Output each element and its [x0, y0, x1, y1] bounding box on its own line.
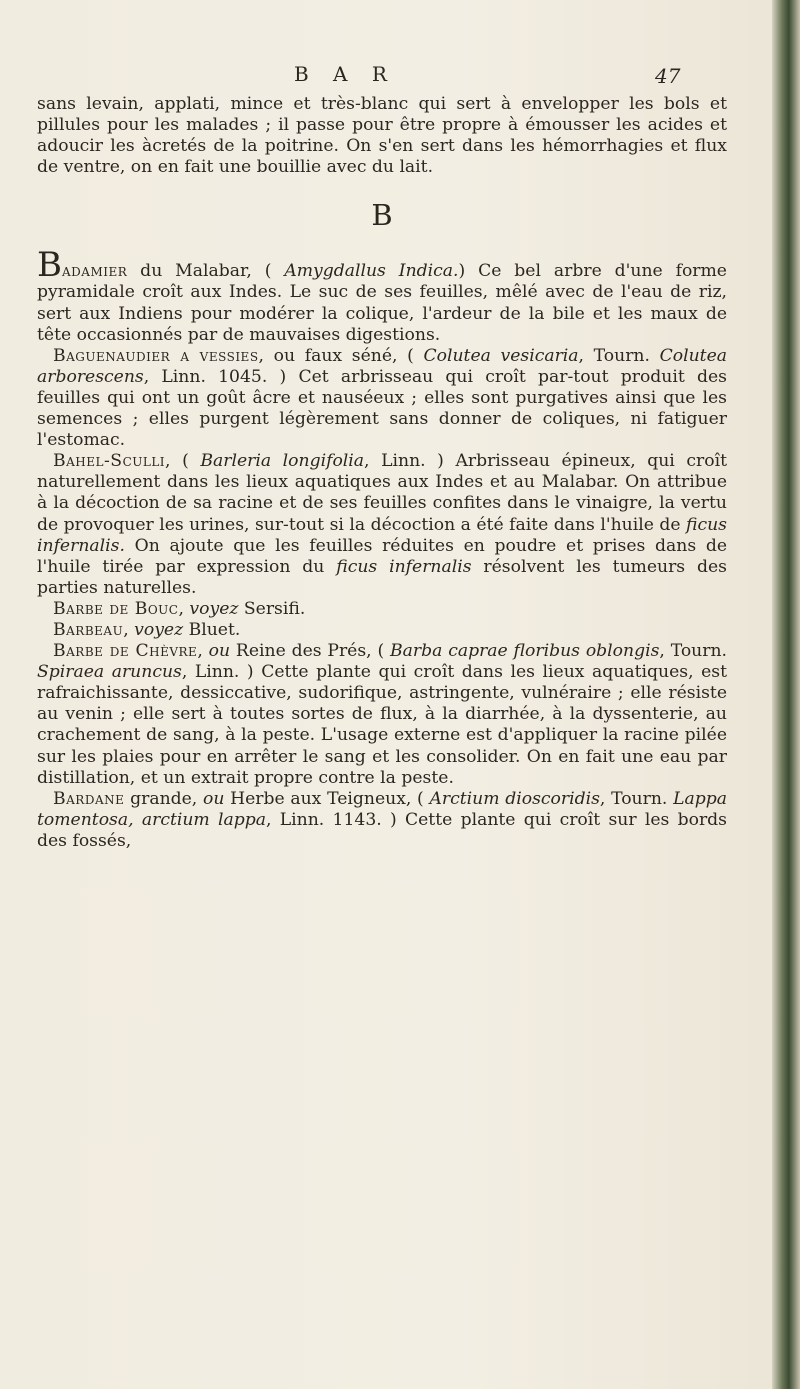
entry-barbe-de-bouc: Barbe de Bouc, voyez Sersifi.: [53, 598, 306, 619]
section-letter: B: [371, 198, 393, 233]
entry-badamier: Badamier du Malabar, ( Amygdallus Indica.) Ce bel arbre d'une forme pyramidale croît aux Indes. Le suc de ses feuilles, mêlé avec de l'eau de riz, sert aux Indiens pour modérer la colique, l'ardeur de la bile et les maux de tête occasionnés par de mauvaises digestions.: [37, 245, 727, 345]
page-body: [37, 94, 727, 852]
entry-head: adamier: [62, 261, 128, 282]
entry-barbeau: Barbeau, voyez Bluet.: [53, 619, 241, 640]
entry-head: Barbeau: [53, 619, 124, 640]
intro-paragraph: sans levain, applati, mince et très-blanc qui sert à envelopper les bols et pillules pour les malades ; il passe pour être propre à émousser les acides et adoucir les àcretés de la poitrine. On s'en sert dans les hémorrhagies et flux de ventre, on en fait une bouillie avec du lait.: [37, 94, 727, 178]
entry-head-cap: B: [37, 245, 62, 286]
book-gutter: [772, 0, 800, 1389]
entry-head: Bardane: [53, 788, 125, 809]
entry-head: Baguenaudier a vessies: [53, 345, 259, 366]
entry-baguenaudier: Baguenaudier a vessies, ou faux séné, ( Colutea vesicaria, Tourn. Colutea arborescens, Linn. 1045. ) Cet arbrisseau qui croît par-tout produit des feuilles qui ont un goût âcre et nauséeux ; elles sont purgatives ainsi que les semences ; elles purgent légèrement sans donner de coliques, ni fatiguer l'estomac.: [37, 345, 727, 451]
running-head: B A R: [294, 62, 396, 86]
entry-bahel-sculli: Bahel-Sculli, ( Barleria longifolia, Linn. ) Arbrisseau épineux, qui croît naturellement dans les lieux aquatiques aux Indes et au Malabar. On attribue à la décoction de sa racine et de ses feuilles confites dans le vinaigre, la vertu de provoquer les urines, sur-tout si la décoction a été faite dans l'huile de ficus infernalis. On ajoute que les feuilles réduites en poudre et prises dans de l'huile tirée par expression du ficus infernalis résolvent les tumeurs des parties naturelles.: [37, 451, 728, 598]
entry-head: Bahel-Sculli: [53, 451, 166, 472]
entry-head: Barbe de Chèvre: [53, 641, 198, 662]
entry-head: Barbe de Bouc: [53, 598, 179, 619]
entry-bardane: Bardane grande, ou Herbe aux Teigneux, ( Arctium dioscoridis, Tourn. Lappa tomentosa, arctium lappa, Linn. 1143. ) Cette plante qui croît sur les bords des fossés,: [37, 788, 728, 851]
page-number: 47: [655, 64, 681, 88]
entry-barbe-de-chevre: Barbe de Chèvre, ou Reine des Prés, ( Barba caprae floribus oblongis, Tourn. Spiraea aruncus, Linn. ) Cette plante qui croît dans les lieux aquatiques, est rafraichissante, dessiccative, sudorifique, astringente, vulnéraire ; elle résiste au venin ; elle sert à toutes sortes de flux, à la diarrhée, à la dyssenterie, au crachement de sang, à la peste. L'usage externe est d'appliquer la racine pilée sur les plaies pour en arrêter le sang et les consolider. On en fait une eau par distillation, et un extrait propre contre la peste.: [37, 641, 728, 788]
